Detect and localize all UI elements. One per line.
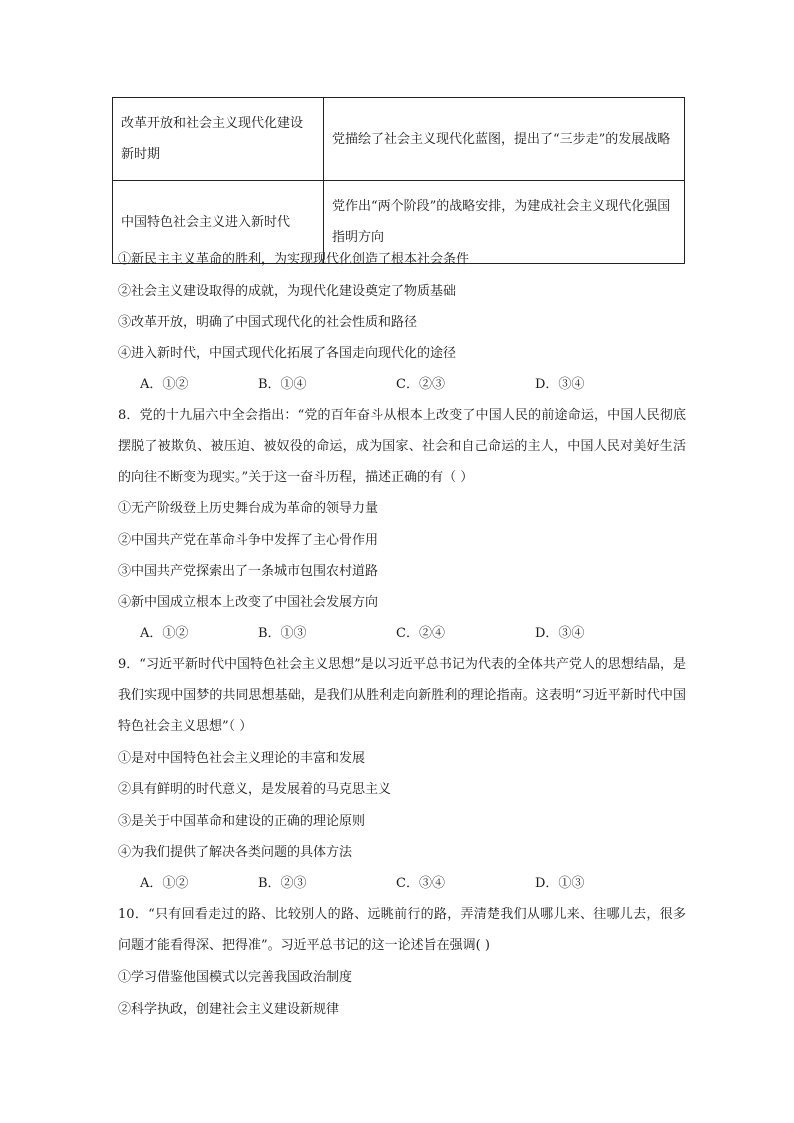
q9-statement-4: ④为我们提供了解决各类问题的具体方法	[118, 845, 353, 860]
q9-option-b: B．②③	[258, 876, 307, 891]
q8-statement-2: ②中国共产党在革命斗争中发挥了主心骨作用	[118, 533, 379, 548]
q7-option-d: D．③④	[535, 377, 585, 392]
q8-statement-4: ④新中国成立根本上改变了中国社会发展方向	[118, 595, 379, 610]
q8-options	[140, 625, 700, 643]
q10-stem: 10．“只有回看走过的路、比较别人的路、远眺前行的路，弄清楚我们从哪儿来、往哪儿去，很多问题才能看得深、把得准”。习近平总书记的这一论述旨在强调( )	[118, 907, 686, 953]
event-cell: 党作出“两个阶段”的战略安排，为建成社会主义现代化强国指明方向	[324, 181, 685, 264]
q8-option-a: A．①②	[140, 626, 189, 641]
q7-option-a: A．①②	[140, 377, 189, 392]
q7-option-b: B．①④	[258, 377, 307, 392]
q9-option-c: C．③④	[396, 876, 445, 891]
q7-options	[140, 376, 700, 394]
history-table	[112, 97, 685, 264]
q9-statement-1: ①是对中国特色社会主义理论的丰富和发展	[118, 751, 366, 766]
q7-option-c: C．②③	[396, 377, 445, 392]
q8-stem: 8．党的十九届六中全会指出：“党的百年奋斗从根本上改变了中国人民的前途命运，中国人民彻底摆脱了被欺负、被压迫、被奴役的命运，成为国家、社会和自己命运的主人，中国人民对美好生活的向往不断变为现实。”关于这一奋斗历程，描述正确的有（ ）	[118, 408, 686, 485]
q7-statement-4: ④进入新时代，中国式现代化拓展了各国走向现代化的途径	[118, 346, 457, 361]
q8-option-b: B．①③	[258, 626, 307, 641]
q8-option-c: C．②④	[396, 626, 445, 641]
q10-statement-1: ①学习借鉴他国模式以完善我国政治制度	[118, 970, 353, 985]
q9-statement-2: ②具有鲜明的时代意义，是发展着的马克思主义	[118, 782, 392, 797]
q7-statement-3: ③改革开放，明确了中国式现代化的社会性质和路径	[118, 315, 418, 330]
q10-statement-2: ②科学执政，创建社会主义建设新规律	[118, 1002, 340, 1017]
q7-statement-1: ①新民主主义革命的胜利，为实现现代化创造了根本社会条件	[118, 252, 470, 267]
q9-option-a: A．①②	[140, 876, 189, 891]
q9-options	[140, 875, 700, 893]
q9-stem: 9．“习近平新时代中国特色社会主义思想”是以习近平总书记为代表的全体共产党人的思想结晶，是我们实现中国梦的共同思想基础，是我们从胜利走向新胜利的理论指南。这表明“习近平新时代中国特色社会主义思想”（ ）	[118, 657, 686, 734]
period-cell: 中国特色社会主义进入新时代	[113, 181, 324, 264]
q8-option-d: D．③④	[535, 626, 585, 641]
q7-statement-2: ②社会主义建设取得的成就，为现代化建设奠定了物质基础	[118, 284, 457, 299]
q8-statement-3: ③中国共产党探索出了一条城市包围农村道路	[118, 564, 379, 579]
q9-statement-3: ③是关于中国革命和建设的正确的理论原则	[118, 814, 366, 829]
table-row	[113, 98, 685, 181]
q9-option-d: D．①③	[535, 876, 585, 891]
q8-statement-1: ①无产阶级登上历史舞台成为革命的领导力量	[118, 501, 379, 516]
event-cell: 党描绘了社会主义现代化蓝图，提出了“三步走”的发展战略	[324, 98, 685, 181]
period-cell: 改革开放和社会主义现代化建设新时期	[113, 98, 324, 181]
